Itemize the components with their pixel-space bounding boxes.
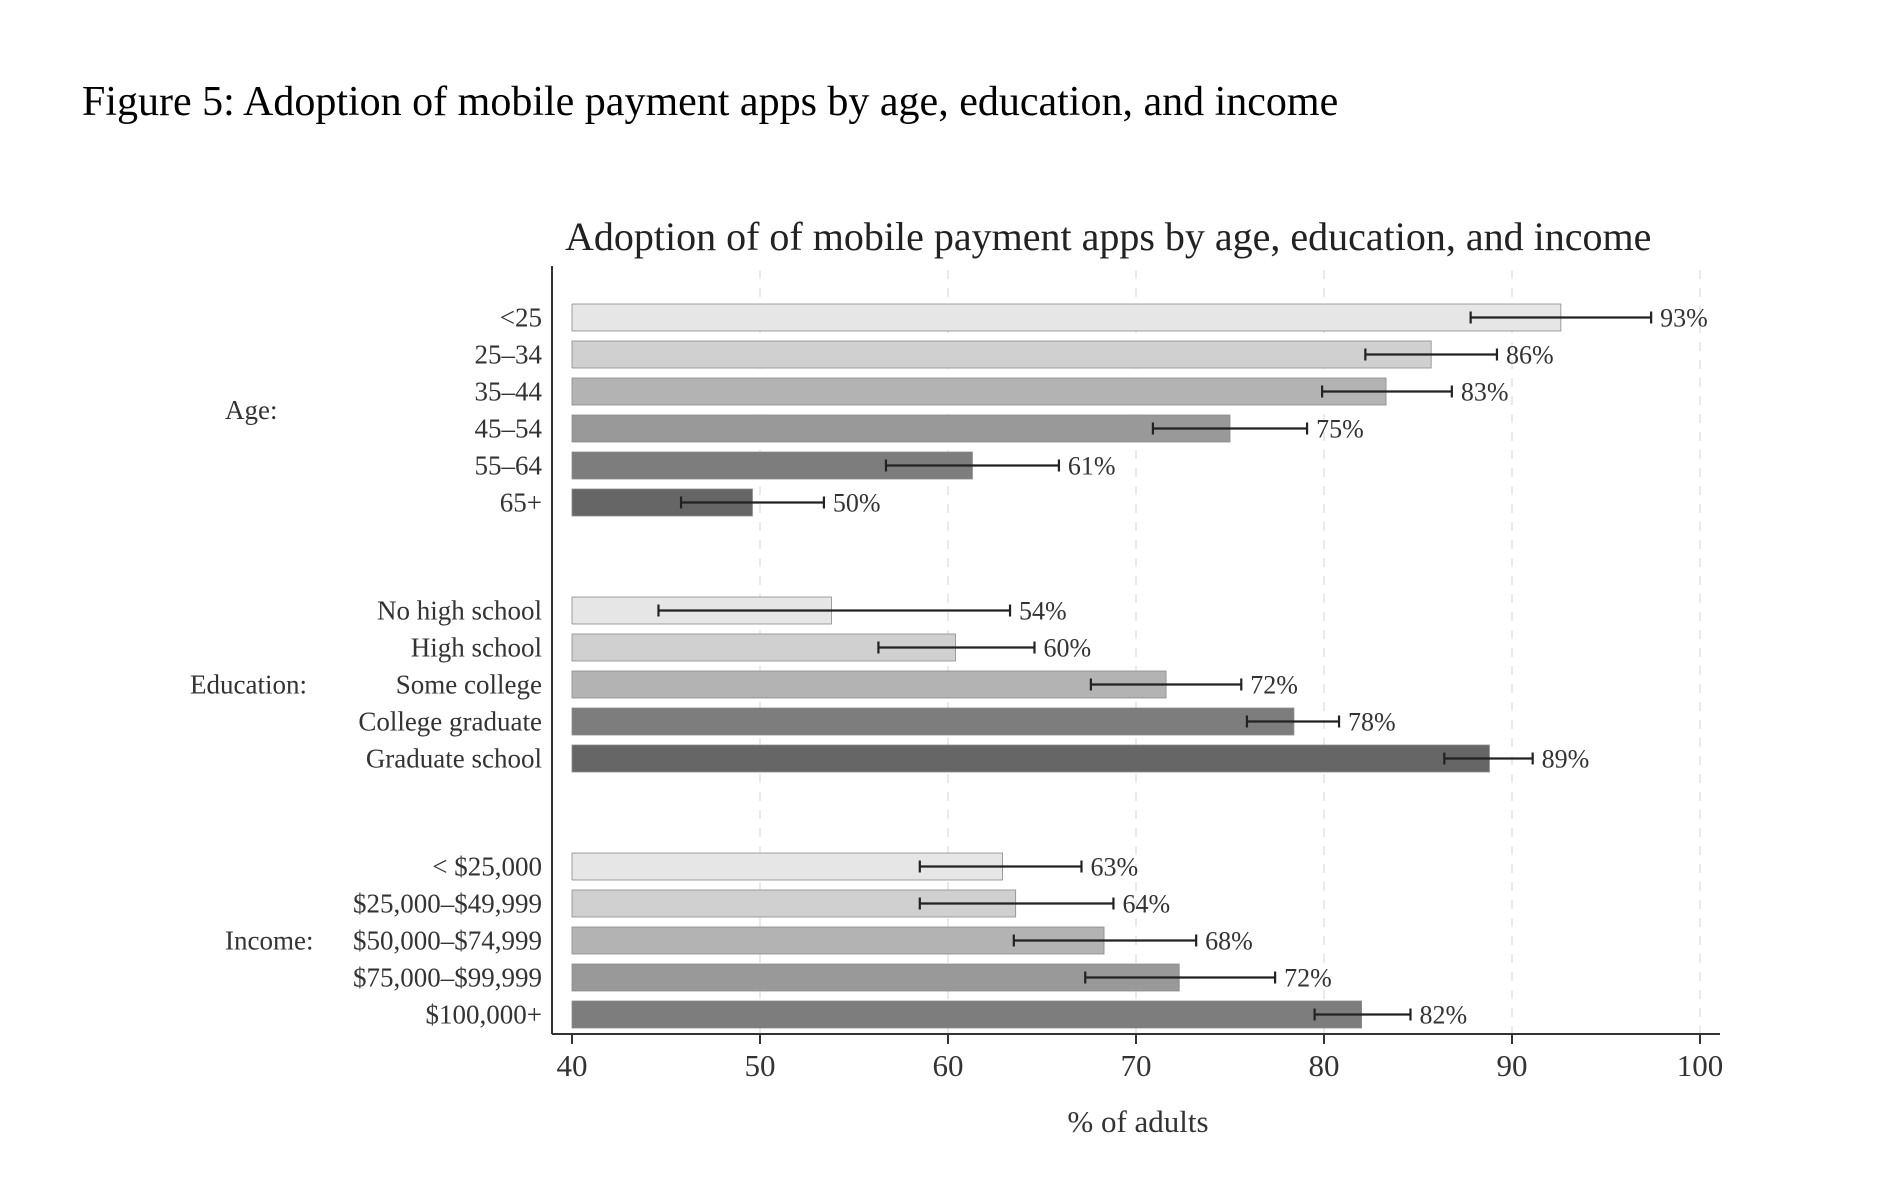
- x-tick-label-100: 100: [1676, 1048, 1724, 1083]
- category-label-1-1: High school: [410, 632, 542, 663]
- category-label-1-2: Some college: [395, 669, 542, 700]
- category-label-0-2: 35–44: [474, 376, 542, 407]
- value-label-2-0: 63%: [1090, 852, 1139, 882]
- category-label-2-4: $100,000+: [425, 999, 542, 1030]
- x-tick-label-90: 90: [1496, 1048, 1528, 1083]
- value-label-2-2: 68%: [1205, 926, 1253, 956]
- x-tick-label-80: 80: [1308, 1048, 1340, 1083]
- group-label-0: Age:: [225, 395, 278, 425]
- bar-1-4: [572, 745, 1489, 772]
- labels: [190, 303, 1708, 1030]
- category-label-2-2: $50,000–$74,999: [353, 925, 542, 956]
- x-tick-label-40: 40: [556, 1048, 588, 1083]
- value-label-0-0: 93%: [1660, 303, 1708, 333]
- category-label-0-1: 25–34: [474, 339, 542, 370]
- value-label-0-1: 86%: [1505, 340, 1554, 370]
- value-label-1-4: 89%: [1541, 744, 1590, 774]
- group-label-1: Education:: [190, 669, 307, 700]
- bar-1-3: [572, 708, 1294, 735]
- bar-1-2: [572, 671, 1166, 698]
- group-label-2: Income:: [225, 925, 314, 956]
- category-label-1-3: College graduate: [358, 706, 542, 737]
- value-label-2-4: 82%: [1419, 1000, 1468, 1030]
- bar-0-3: [572, 415, 1230, 442]
- value-label-1-1: 60%: [1043, 633, 1092, 663]
- value-label-0-4: 61%: [1067, 451, 1116, 481]
- chart-title: Adoption of of mobile payment apps by age, education, and income: [565, 214, 1652, 259]
- category-label-0-4: 55–64: [474, 450, 542, 481]
- category-label-2-3: $75,000–$99,999: [353, 962, 542, 993]
- category-label-0-5: 65+: [499, 487, 542, 518]
- x-tick-label-60: 60: [932, 1048, 964, 1083]
- x-axis-label: % of adults: [1067, 1104, 1209, 1139]
- category-label-2-1: $25,000–$49,999: [353, 888, 542, 919]
- value-label-0-3: 75%: [1316, 414, 1364, 444]
- value-label-1-3: 78%: [1348, 707, 1396, 737]
- x-tick-label-50: 50: [744, 1048, 776, 1083]
- value-label-2-3: 72%: [1284, 963, 1332, 993]
- bar-2-4: [572, 1001, 1362, 1028]
- value-label-0-2: 83%: [1460, 377, 1509, 407]
- category-label-2-0: < $25,000: [432, 851, 542, 882]
- category-label-1-0: No high school: [377, 595, 542, 626]
- bar-0-0: [572, 304, 1561, 331]
- bars: [572, 304, 1561, 1028]
- value-label-2-1: 64%: [1122, 889, 1171, 919]
- value-label-1-2: 72%: [1250, 670, 1298, 700]
- x-tick-label-70: 70: [1120, 1048, 1152, 1083]
- figure-caption: Figure 5: Adoption of mobile payment apps by age, education, and income: [82, 79, 1339, 125]
- category-label-1-4: Graduate school: [365, 743, 542, 774]
- value-label-1-0: 54%: [1019, 596, 1067, 626]
- bar-0-2: [572, 378, 1386, 405]
- category-label-0-3: 45–54: [474, 413, 542, 444]
- bar-0-1: [572, 341, 1431, 368]
- value-label-0-5: 50%: [832, 488, 881, 518]
- category-label-0-0: <25: [499, 302, 542, 333]
